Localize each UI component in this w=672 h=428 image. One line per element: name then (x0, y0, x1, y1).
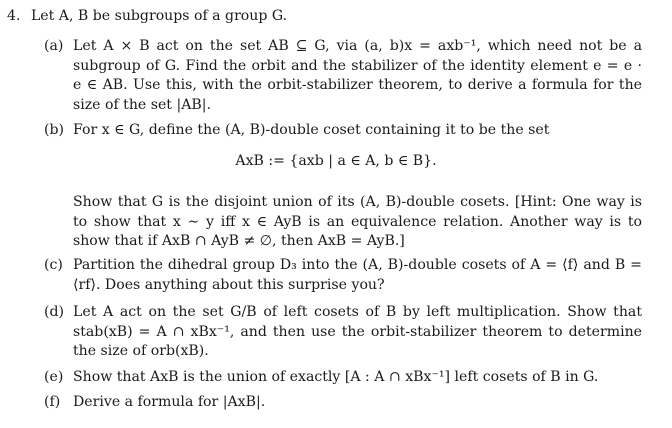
part-label: (a) (44, 38, 64, 54)
part-label: (f) (44, 394, 61, 410)
part-f (44, 393, 642, 413)
part-d (44, 303, 642, 362)
problem-header (7, 7, 287, 27)
part-text: Derive a formula for |AxB|. (73, 394, 266, 410)
problem-number: 4. (7, 8, 21, 24)
double-coset-definition: AxB := {axb | a ∈ A, b ∈ B}. (235, 153, 437, 169)
part-e (44, 368, 642, 388)
problem-intro: Let A, B be subgroups of a group G. (30, 8, 288, 24)
part-text: Show that AxB is the union of exactly [A : A ∩ xBx⁻¹] left cosets of B in G. (73, 369, 599, 385)
part-label: (d) (44, 304, 65, 320)
part-text: Let A × B act on the set AB ⊆ G, via (a, b)x = axb⁻¹, which need not be a subgroup of G. Find the orbit and the stabilizer of the identity element e = e · e ∈ AB. Use this, with the orbit-stabilizer theorem, to derive a formula for the size of the set |AB|. (73, 38, 642, 113)
part-a (44, 37, 642, 115)
part-text: Partition the dihedral group D₃ into the (A, B)-double cosets of A = ⟨f⟩ and B = ⟨rf⟩. Does anything about this surprise you? (73, 257, 642, 293)
part-text: Let A act on the set G/B of left cosets of B by left multiplication. Show that stab(xB) = A ∩ xBx⁻¹, and then use the orbit-stabilizer theorem to determine the size of orb(xB). (73, 304, 642, 360)
part-text: For x ∈ G, define the (A, B)-double coset containing it to be the set (73, 122, 550, 138)
part-b (44, 121, 642, 141)
part-b-followup: Show that G is the disjoint union of its (A, B)-double cosets. [Hint: One way is to show that x ∼ y iff x ∈ AyB is an equivalence relation. Another way is to show that if AxB ∩ AyB ≠ ∅, then AxB = AyB.] (73, 194, 642, 250)
part-label: (c) (44, 257, 63, 273)
part-c (44, 256, 642, 295)
part-label: (e) (44, 369, 64, 385)
part-label: (b) (44, 122, 65, 138)
